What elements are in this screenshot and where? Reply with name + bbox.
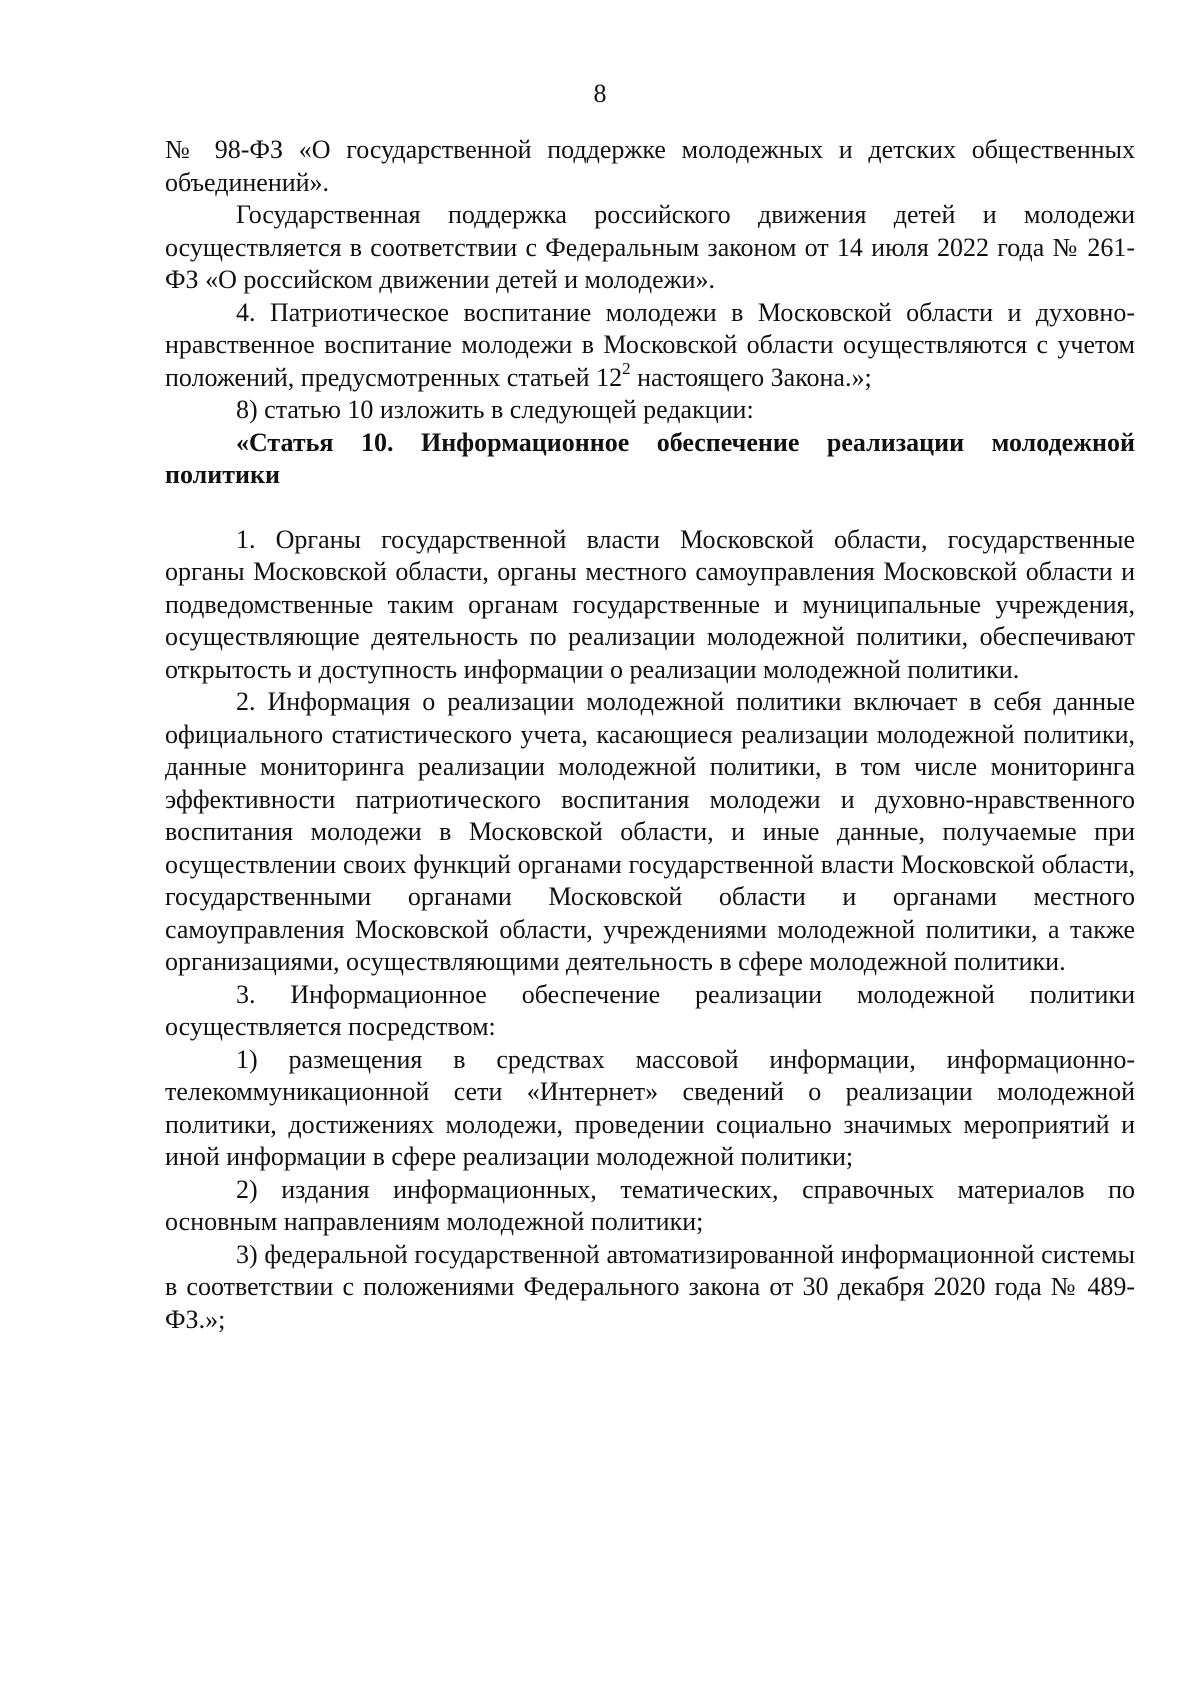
paragraph-amendment-8: 8) статью 10 изложить в следующей редакции: <box>236 395 754 424</box>
list-item-3: 3) федеральной государственной автоматизированной информационной системы в соответствии с положениями Федерального закона от 30 декабря 2020 года № 489-ФЗ.»; <box>165 1239 1135 1334</box>
list-item-2: 2) издания информационных, тематических, справочных материалов по основным направлениям молодежной политики; <box>165 1174 1135 1236</box>
paragraph-item-4-text: 4. Патриотическое воспитание молодежи в Московской области и духовно-нравственное воспитание молодежи в Московской области осуществляются с учетом положений, предусмотренных статьей 12 <box>165 297 1135 392</box>
document-body <box>165 134 1135 1336</box>
list-item-1: 1) размещения в средствах массовой информации, информационно-телекоммуникационной сети «Интернет» сведений о реализации молодежной политики, достижениях молодежи, проведении социально значимых мероприятий и иной информации в сфере реализации молодежной политики; <box>165 1044 1135 1171</box>
superscript-article: 2 <box>622 358 631 378</box>
paragraph-article-10-part-3: 3. Информационное обеспечение реализации молодежной политики осуществляется посредством: <box>165 979 1135 1041</box>
paragraph-state-support: Государственная поддержка российского движения детей и молодежи осуществляется в соответствии с Федеральным законом от 14 июля 2022 года № 261-ФЗ «О российском движении детей и молодежи». <box>165 200 1135 294</box>
paragraph-law-98: № 98-ФЗ «О государственной поддержке молодежных и детских общественных объединений». <box>165 135 1135 197</box>
paragraph-article-10-part-2: 2. Информация о реализации молодежной политики включает в себя данные официального статистического учета, касающиеся реализации молодежной политики, данные мониторинга реализации молодежной политики, в том числе мониторинга эффективности патриотического воспитания молодежи и духовно-нравственного воспитания молодежи в Московской области, и иные данные, получаемые при осуществлении своих функций органами государственной власти Московской области, государственными органами Московской области и органами местного самоуправления Московской области, учреждениями молодежной политики, а также организациями, осуществляющими деятельность в сфере молодежной политики. <box>165 687 1135 976</box>
page-number: 8 <box>593 79 607 108</box>
paragraph-article-10-part-1: 1. Органы государственной власти Московской области, государственные органы Московской области, органы местного самоуправления Московской области и подведомственные таким органам государственные и муниципальные учреждения, осуществляющие деятельность по реализации молодежной политики, обеспечивают открытость и доступность информации о реализации молодежной политики. <box>165 524 1135 684</box>
article-10-title: «Статья 10. Информационное обеспечение реализации молодежной политики <box>165 427 1135 489</box>
paragraph-item-4 <box>165 297 1135 395</box>
paragraph-item-4-end: настоящего Закона.»; <box>630 362 872 392</box>
